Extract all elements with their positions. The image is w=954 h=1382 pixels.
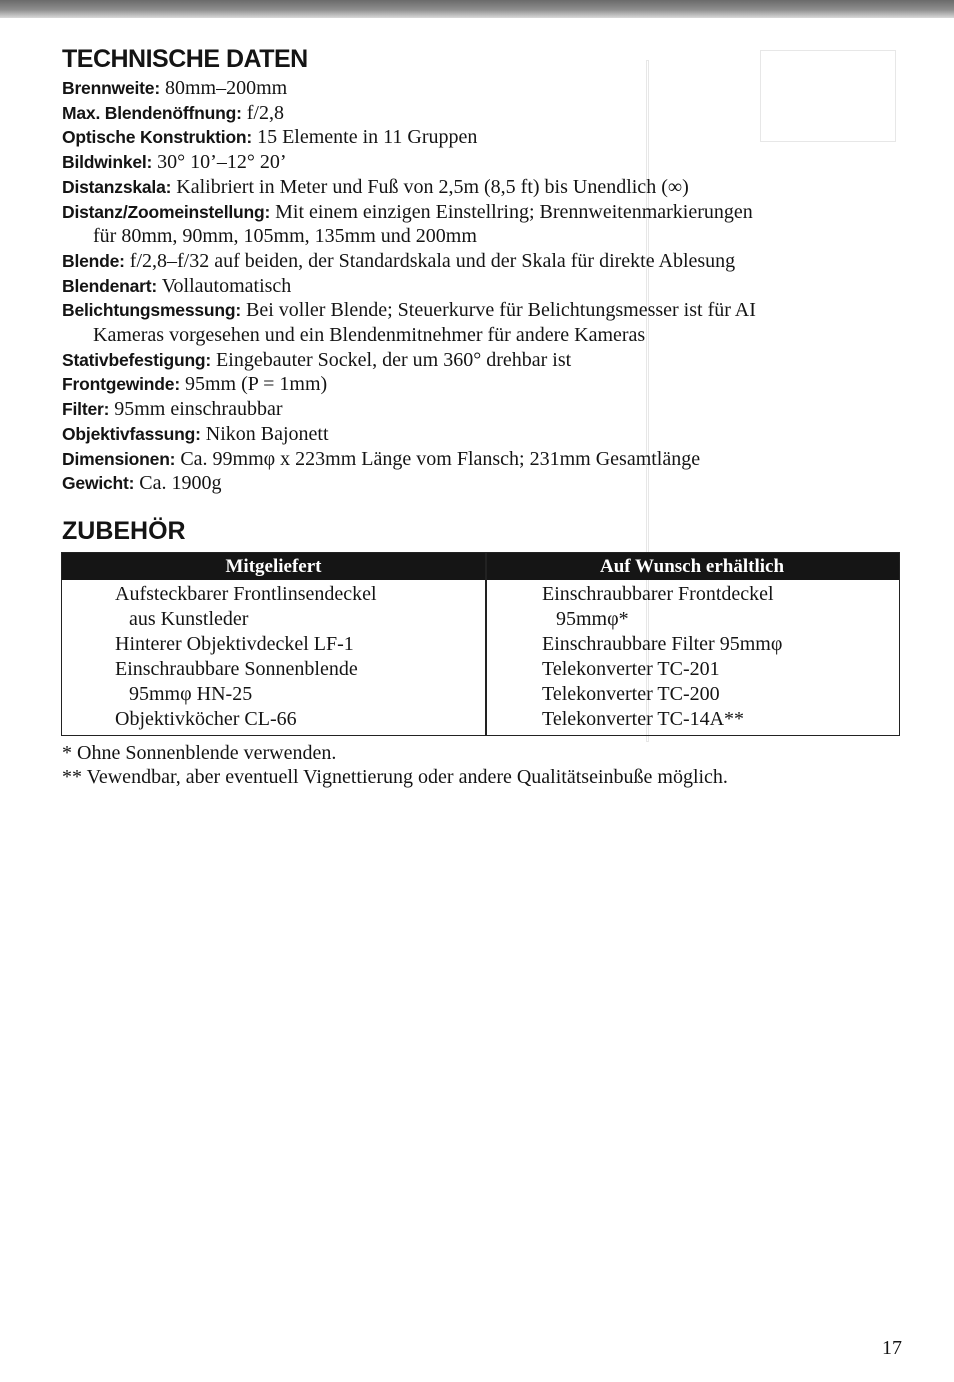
- spec-value: Nikon Bajonett: [205, 422, 329, 445]
- header-supplied: Mitgeliefert: [225, 556, 322, 577]
- spec-dimensionen: [62, 447, 892, 472]
- spec-belichtungsmessung-cont: [62, 323, 892, 348]
- header-optional: Auf Wunsch erhältlich: [599, 556, 785, 577]
- spec-filter: [62, 397, 892, 422]
- list-item: Einschraubbare Sonnenblende: [115, 658, 358, 680]
- spec-continuation: für 80mm, 90mm, 105mm, 135mm und 200mm: [93, 225, 477, 248]
- spec-blendenart: [62, 274, 892, 299]
- spec-blende: [62, 249, 892, 274]
- spec-gewicht: [62, 471, 892, 496]
- spec-value: Ca. 1900g: [139, 472, 222, 495]
- spec-label: Frontgewinde:: [62, 374, 180, 395]
- spec-value: Vollautomatisch: [161, 274, 292, 297]
- spec-label: Belichtungsmessung:: [62, 300, 242, 321]
- accessories-title: ZUBEHÖR: [62, 517, 186, 545]
- list-item: Telekonverter TC-200: [542, 683, 720, 705]
- footnote-1: * Ohne Sonnenblende verwenden.: [62, 742, 337, 764]
- spec-value: Bei voller Blende; Steuerkurve für Belichtungsmesser ist für AI: [246, 299, 756, 322]
- spec-label: Objektivfassung:: [62, 423, 201, 444]
- list-item: Einschraubbarer Frontdeckel: [542, 583, 774, 605]
- spec-zoomeinstellung-cont: [62, 224, 892, 249]
- list-item: Telekonverter TC-14A**: [542, 708, 745, 730]
- list-item: Aufsteckbarer Frontlinsendeckel: [115, 583, 377, 605]
- list-item: Hinterer Objektivdeckel LF-1: [115, 633, 354, 655]
- column-divider: [485, 553, 487, 735]
- spec-value: Eingebauter Sockel, der um 360° drehbar ist: [216, 348, 572, 371]
- spec-value: f/2,8: [246, 101, 284, 124]
- spec-label: Distanz/Zoomeinstellung:: [62, 201, 271, 222]
- spec-label: Dimensionen:: [62, 448, 176, 469]
- spec-brennweite: [62, 76, 892, 101]
- spec-label: Gewicht:: [62, 473, 135, 494]
- spec-label: Filter:: [62, 399, 110, 420]
- list-item: Einschraubbare Filter 95mmφ: [542, 633, 783, 655]
- spec-objektivfassung: [62, 422, 892, 447]
- spec-label: Blendenart:: [62, 275, 158, 296]
- spec-label: Distanzskala:: [62, 176, 172, 197]
- optional-column: [542, 582, 782, 732]
- spec-blendenoeffnung: [62, 101, 892, 126]
- spec-label: Brennweite:: [62, 78, 160, 98]
- spec-belichtungsmessung: [62, 298, 892, 323]
- list-item: Telekonverter TC-201: [542, 658, 720, 680]
- spec-zoomeinstellung: [62, 200, 892, 225]
- spec-konstruktion: [62, 125, 892, 150]
- supplied-column: [115, 582, 377, 732]
- spec-value: Ca. 99mmφ x 223mm Länge vom Flansch; 231mm Gesamtlänge: [180, 447, 701, 470]
- spec-bildwinkel: [62, 150, 892, 175]
- list-item: aus Kunstleder: [129, 608, 249, 630]
- accessories-table: [61, 552, 900, 736]
- spec-stativbefestigung: [62, 348, 892, 373]
- spec-distanzskala: [62, 175, 892, 200]
- spec-label: Max. Blendenöffnung:: [62, 102, 242, 123]
- spec-value: 95mm (P = 1mm): [184, 373, 328, 396]
- spec-value: 80mm–200mm: [164, 77, 288, 99]
- scan-top-band: [0, 0, 954, 18]
- spec-value: 30° 10’–12° 20’: [157, 151, 287, 174]
- list-item: Objektivköcher CL-66: [115, 708, 297, 730]
- section-title: TECHNISCHE DATEN: [62, 45, 308, 73]
- spec-frontgewinde: [62, 372, 892, 397]
- spec-value: 95mm einschraubbar: [114, 398, 283, 421]
- list-item: 95mmφ*: [556, 608, 629, 630]
- accessories-table-header: [62, 553, 899, 580]
- spec-value: 15 Elemente in 11 Gruppen: [257, 126, 478, 149]
- spec-continuation: Kameras vorgesehen und ein Blendenmitnehmer für andere Kameras: [93, 324, 646, 347]
- spec-list: [62, 76, 892, 496]
- spec-label: Bildwinkel:: [62, 152, 153, 173]
- spec-label: Stativbefestigung:: [62, 349, 212, 370]
- page-number: 17: [882, 1337, 902, 1359]
- spec-value: Mit einem einzigen Einstellring; Brennweitenmarkierungen: [275, 200, 753, 223]
- list-item: 95mmφ HN-25: [129, 683, 253, 705]
- spec-value: f/2,8–f/32 auf beiden, der Standardskala und der Skala für direkte Ablesung: [129, 249, 736, 272]
- spec-label: Optische Konstruktion:: [62, 127, 253, 148]
- spec-label: Blende:: [62, 250, 125, 271]
- spec-value: Kalibriert in Meter und Fuß von 2,5m (8,5 ft) bis Unendlich (∞): [176, 175, 689, 198]
- footnote-2: ** Vewendbar, aber eventuell Vignettierung oder andere Qualitätseinbuße möglich.: [62, 766, 728, 788]
